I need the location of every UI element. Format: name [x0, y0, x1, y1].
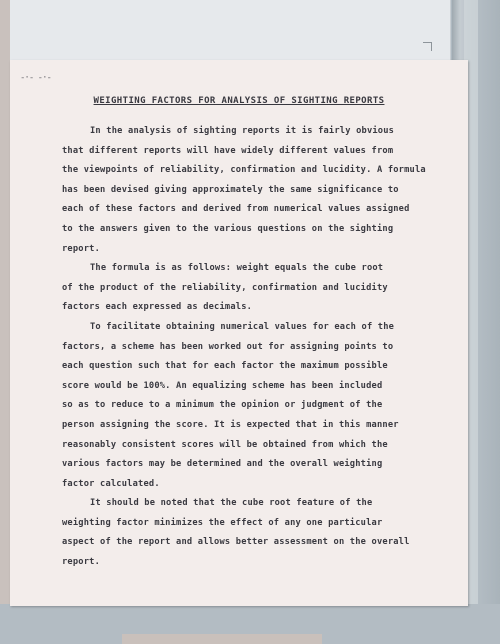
text-line: each question such that for each factor the maximum possible: [62, 361, 388, 372]
text-line: the viewpoints of reliability, confirmation and lucidity. A formula: [62, 165, 426, 176]
underlying-page: [10, 0, 451, 60]
scan-left-edge: [0, 0, 10, 644]
text-line: reasonably consistent scores will be obtained from which the: [62, 439, 388, 450]
text-line: has been devised giving approximately the same significance to: [62, 184, 399, 195]
text-line: In the analysis of sighting reports it is fairly obvious: [90, 126, 395, 136]
paragraph: [62, 259, 462, 318]
text-line: report.: [62, 557, 101, 568]
text-line: report.: [62, 243, 101, 254]
text-line: factors each expressed as decimals.: [62, 302, 253, 313]
text-line: each of these factors and derived from numerical values assigned: [62, 204, 410, 215]
text-line: aspect of the report and allows better assessment on the overall: [62, 537, 410, 548]
bottom-page-tab: [122, 634, 322, 644]
paragraph: [62, 318, 462, 494]
paragraph: [62, 494, 462, 572]
text-line: so as to reduce to a minimum the opinion or judgment of the: [62, 400, 383, 411]
text-line: person assigning the score. It is expected that in this manner: [62, 419, 399, 430]
document-title: WEIGHTING FACTORS FOR ANALYSIS OF SIGHTING REPORTS: [93, 96, 385, 106]
document-sheet: [10, 60, 468, 606]
text-line: To facilitate obtaining numerical values for each of the: [90, 321, 395, 332]
text-line: It should be noted that the cube root feature of the: [90, 498, 373, 509]
text-line: to the answers given to the various questions on the sighting: [62, 223, 394, 234]
scan-bottom-edge: [0, 604, 500, 644]
text-line: score would be 100%. An equalizing scheme has been included: [62, 380, 383, 391]
paragraph: [62, 122, 462, 259]
text-line: The formula is as follows: weight equals the cube root: [90, 263, 384, 274]
margin-mark: -·- -·-: [20, 73, 51, 83]
text-line: weighting factor minimizes the effect of any one particular: [62, 517, 383, 528]
text-line: of the product of the reliability, confirmation and lucidity: [62, 282, 388, 293]
corner-mark: [423, 42, 432, 51]
document-body: [62, 122, 462, 573]
text-line: various factors may be determined and the overall weighting: [62, 459, 383, 470]
text-line: factors, a scheme has been worked out for assigning points to: [62, 341, 394, 352]
text-line: that different reports will have widely different values from: [62, 145, 394, 156]
text-line: factor calculated.: [62, 478, 160, 489]
